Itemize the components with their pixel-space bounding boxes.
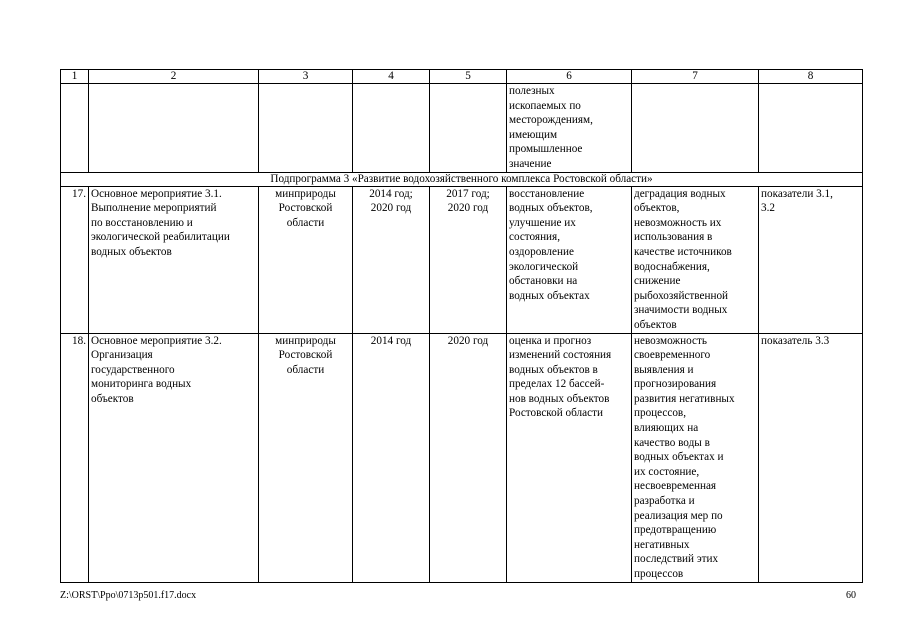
continuation-result-cell: полезных ископаемых по месторождениям, имеющим промышленное значение xyxy=(507,84,632,173)
end-date: 2020 год xyxy=(430,333,507,582)
table-row xyxy=(61,186,863,333)
consequences: невозможность своевременного выявления и прогнозирования развития негативных процессов, влияющих на качество воды в водных объектах и их состояние, несвоевременная разработка и реализация мер по предотвращению негативных последствий этих процессов xyxy=(632,333,759,582)
table-row xyxy=(61,333,863,582)
empty-cell xyxy=(632,84,759,173)
indicator-link: показатель 3.3 xyxy=(759,333,863,582)
col-number-3: 3 xyxy=(259,70,353,84)
row-number: 18. xyxy=(61,333,89,582)
empty-cell xyxy=(430,84,507,173)
column-number-row xyxy=(61,70,863,84)
start-date: 2014 год xyxy=(353,333,430,582)
empty-cell xyxy=(353,84,430,173)
col-number-1: 1 xyxy=(61,70,89,84)
empty-cell xyxy=(89,84,259,173)
empty-cell xyxy=(259,84,353,173)
col-number-5: 5 xyxy=(430,70,507,84)
measure-name: Основное мероприятие 3.2. Организация государственного мониторинга водных объектов xyxy=(89,333,259,582)
subprogram-row xyxy=(61,172,863,186)
executor: минприроды Ростовской области xyxy=(259,186,353,333)
continuation-row xyxy=(61,84,863,173)
end-date: 2017 год; 2020 год xyxy=(430,186,507,333)
subprogram-title: Подпрограмма 3 «Развитие водохозяйственного комплекса Ростовской области» xyxy=(61,172,863,186)
row-number: 17. xyxy=(61,186,89,333)
expected-result: оценка и прогноз изменений состояния водных объектов в пределах 12 бассей- нов водных объектов Ростовской области xyxy=(507,333,632,582)
expected-result: восстановление водных объектов, улучшение их состояния, оздоровление экологической обстановки на водных объектах xyxy=(507,186,632,333)
col-number-6: 6 xyxy=(507,70,632,84)
consequences: деградация водных объектов, невозможность их использования в качестве источников водоснабжения, снижение рыбохозяйственной значимости водных объектов xyxy=(632,186,759,333)
executor: минприроды Ростовской области xyxy=(259,333,353,582)
col-number-4: 4 xyxy=(353,70,430,84)
col-number-8: 8 xyxy=(759,70,863,84)
start-date: 2014 год; 2020 год xyxy=(353,186,430,333)
measures-table xyxy=(60,69,863,583)
col-number-7: 7 xyxy=(632,70,759,84)
measure-name: Основное мероприятие 3.1. Выполнение мероприятий по восстановлению и экологической реабилитации водных объектов xyxy=(89,186,259,333)
file-path: Z:\ORST\Ppo\0713p501.f17.docx xyxy=(60,590,197,601)
empty-cell xyxy=(759,84,863,173)
page-number: 60 xyxy=(846,590,856,601)
empty-cell xyxy=(61,84,89,173)
indicator-link: показатели 3.1, 3.2 xyxy=(759,186,863,333)
col-number-2: 2 xyxy=(89,70,259,84)
